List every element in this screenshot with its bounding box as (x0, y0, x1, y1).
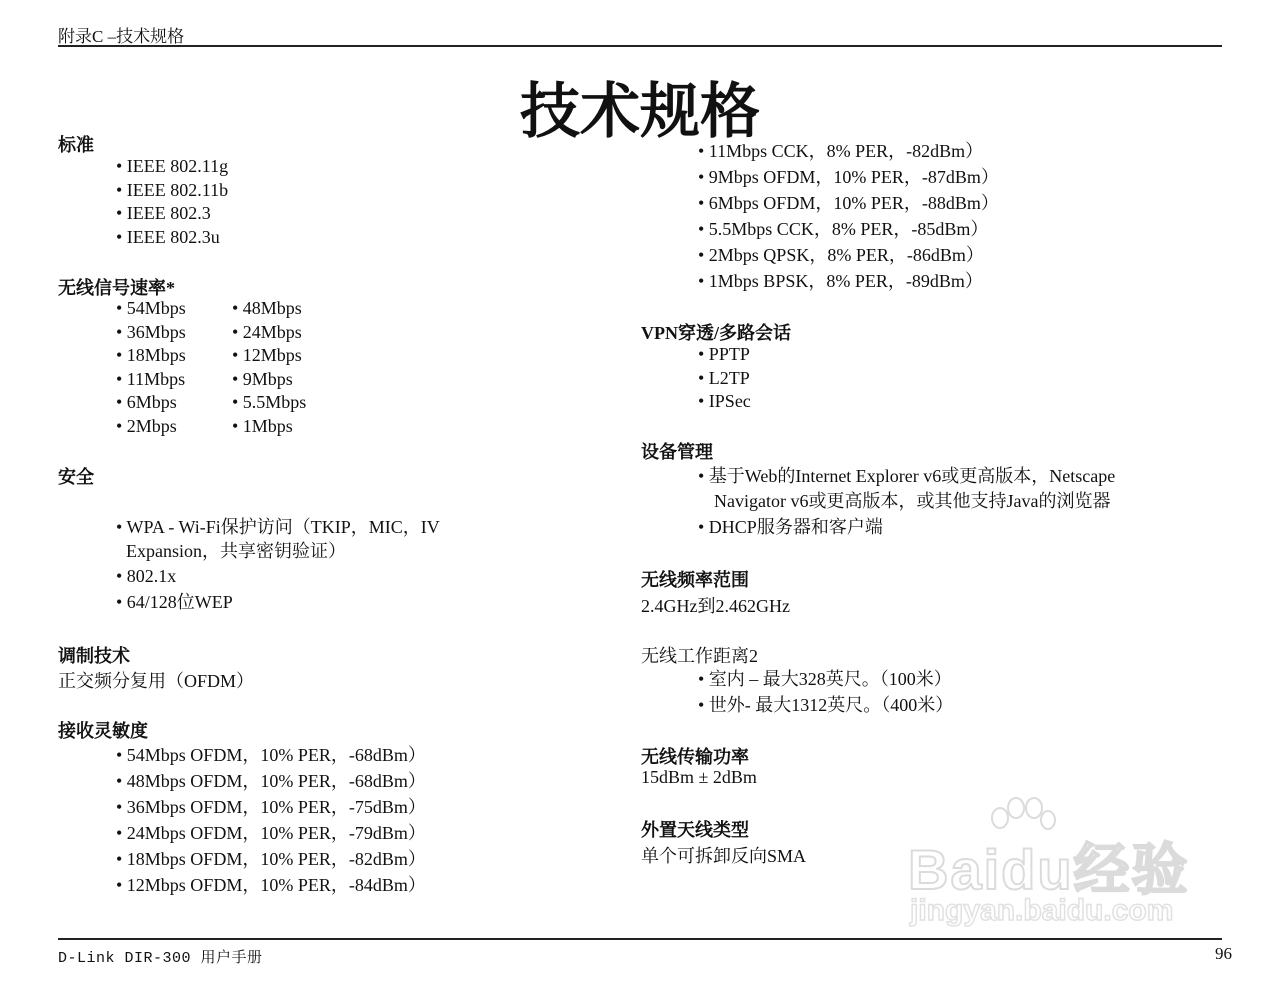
list-item: • L2TP (698, 367, 750, 388)
list-item: • IPSec (698, 391, 751, 411)
sensitivity-list-continued (698, 138, 999, 294)
antenna-heading: 外置天线类型 (641, 820, 749, 840)
power-text: 15dBm ± 2dBm (641, 767, 757, 787)
standards-list (116, 155, 228, 249)
modulation-heading: 调制技术 (58, 646, 130, 666)
list-item: • 802.1x (116, 566, 177, 586)
list-item: • 5.5Mbps (232, 392, 307, 412)
list-item: • 12Mbps (232, 345, 302, 365)
security-heading: 安全 (58, 467, 94, 487)
list-item: • 12Mbps OFDM，10% PER，-84dBm） (116, 875, 426, 895)
list-item: • IEEE 802.11g (116, 156, 229, 176)
list-item: • 36Mbps OFDM，10% PER，-75dBm） (116, 797, 426, 817)
range-heading: 无线工作距离2 (641, 646, 758, 666)
list-item: • 2Mbps (116, 415, 177, 436)
antenna-text: 单个可拆卸反向SMA (641, 846, 807, 866)
rates-col-2 (232, 297, 306, 438)
watermark-url: jingyan.baidu.com (910, 894, 1174, 927)
list-item: • 基于Web的Internet Explorer v6或更高版本，Netscape (698, 466, 1116, 486)
list-item: • 24Mbps (232, 321, 302, 342)
list-item: • 1Mbps BPSK，8% PER，-89dBm） (698, 271, 983, 291)
list-item: • 48Mbps (232, 298, 302, 318)
vpn-heading: VPN穿透/多路会话 (641, 323, 791, 343)
power-heading: 无线传输功率 (641, 747, 749, 767)
list-item: • 9Mbps (232, 368, 293, 389)
frequency-heading: 无线频率范围 (641, 570, 749, 590)
list-item: • 24Mbps OFDM，10% PER，-79dBm） (116, 823, 426, 843)
list-item: • IEEE 802.3 (116, 203, 211, 223)
list-item: • 36Mbps (116, 321, 186, 342)
watermark-brand: Baidu经验 (908, 838, 1190, 901)
list-item-continuation: Expansion，共享密钥验证） (126, 540, 346, 561)
list-item: • 18Mbps (116, 345, 186, 365)
page-number: 96 (1215, 944, 1232, 963)
page-title: 技术规格 (520, 79, 760, 145)
list-item: • PPTP (698, 344, 750, 364)
footer-manual-name: D-Link DIR-300 用户手册 (58, 950, 263, 967)
range-list (698, 666, 953, 718)
list-item: • 64/128位WEP (116, 591, 233, 612)
list-item: • 1Mbps (232, 415, 293, 436)
list-item-continuation: Navigator v6或更高版本，或其他支持Java的浏览器 (714, 491, 1111, 511)
list-item: • 6Mbps OFDM，10% PER，-88dBm） (698, 193, 999, 213)
standards-heading: 标准 (58, 135, 94, 155)
list-item: • 11Mbps (116, 368, 186, 389)
list-item: • 54Mbps (116, 298, 186, 318)
list-item: • 2Mbps QPSK，8% PER，-86dBm） (698, 245, 984, 265)
frequency-text: 2.4GHz到2.462GHz (641, 596, 790, 616)
footer-rule (58, 938, 1222, 940)
header-rule (58, 45, 1222, 47)
list-item: • IEEE 802.11b (116, 179, 229, 200)
list-item: • IEEE 802.3u (116, 226, 220, 247)
baidu-watermark (908, 796, 1208, 936)
vpn-list (698, 343, 751, 414)
modulation-text: 正交频分复用（OFDM） (58, 671, 255, 691)
list-item: • 9Mbps OFDM，10% PER，-87dBm） (698, 167, 999, 187)
list-item: • 世外- 最大1312英尺。（400米） (698, 695, 954, 715)
list-item: • 室内 – 最大328英尺。（100米） (698, 669, 952, 689)
rates-col-1 (116, 297, 186, 438)
list-item: • 11Mbps CCK，8% PER，-82dBm） (698, 141, 984, 161)
management-list (698, 464, 1115, 541)
running-header: 附录C –技术规格 (58, 27, 185, 46)
management-heading: 设备管理 (641, 442, 713, 462)
security-list (116, 516, 440, 614)
sensitivity-heading: 接收灵敏度 (58, 721, 148, 741)
list-item: • 5.5Mbps CCK，8% PER，-85dBm） (698, 219, 989, 239)
sensitivity-list (116, 742, 426, 898)
list-item: • 6Mbps (116, 392, 177, 412)
list-item: • 18Mbps OFDM，10% PER，-82dBm） (116, 849, 426, 869)
list-item: • DHCP服务器和客户端 (698, 517, 883, 537)
list-item: • 54Mbps OFDM，10% PER，-68dBm） (116, 745, 426, 765)
list-item: • WPA - Wi-Fi保护访问（TKIP，MIC，IV (116, 517, 440, 537)
list-item: • 48Mbps OFDM，10% PER，-68dBm） (116, 771, 426, 791)
rates-heading: 无线信号速率* (58, 278, 175, 298)
